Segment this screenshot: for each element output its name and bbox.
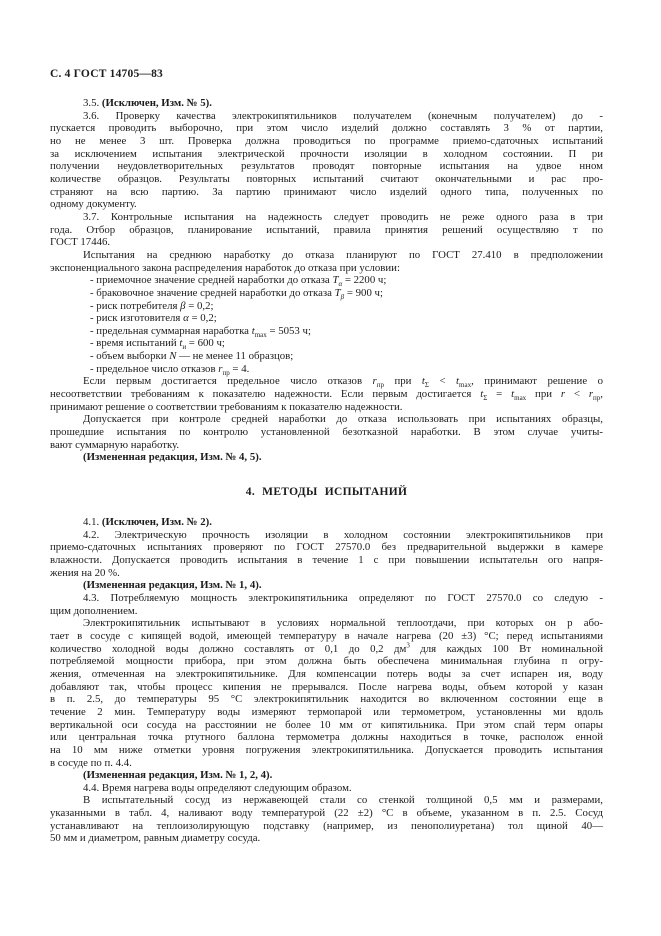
- text-run: = 4.: [229, 362, 250, 375]
- text-run: - браковочное значение средней наработки до отказа: [90, 286, 335, 299]
- text-run: - объем выборки: [90, 350, 170, 363]
- text-line: [50, 706, 603, 719]
- text-run: = 5053 ч;: [266, 324, 311, 337]
- text-line: [50, 655, 603, 668]
- text-run: экспоненциального закона распределения наработок до отказа при условии:: [50, 261, 400, 274]
- text-line: [50, 224, 603, 237]
- text-run: = 0,2;: [185, 299, 214, 312]
- text-run: T: [332, 274, 339, 287]
- document-body: [50, 97, 603, 845]
- text-line: [50, 274, 603, 287]
- text-run: max: [459, 381, 472, 390]
- text-run: t: [421, 375, 425, 388]
- text-run: - предельное число отказов: [90, 362, 219, 375]
- text-line: [50, 262, 603, 275]
- text-run: - время испытаний: [90, 337, 180, 350]
- text-run: β: [180, 299, 186, 312]
- text-run: 4.2. Электрическую прочность изоляции в холодном состоянии электрокипятильников при: [83, 528, 603, 541]
- text-run: 4.4. Время нагрева воды определяют следующим образом.: [83, 781, 352, 794]
- text-run: одному документу.: [50, 198, 137, 211]
- text-line: [50, 782, 603, 795]
- text-run: <: [428, 375, 457, 388]
- text-line: [50, 363, 603, 376]
- text-line: [50, 388, 603, 401]
- section-heading: [50, 486, 603, 499]
- text-line: [50, 820, 603, 833]
- text-line: [50, 719, 603, 732]
- text-line: [50, 236, 603, 249]
- text-run: - предельная суммарная наработка: [90, 324, 252, 337]
- text-run: при: [526, 388, 561, 401]
- text-line: [50, 337, 603, 350]
- text-run: щим дополнением.: [50, 604, 138, 617]
- text-line: [50, 579, 603, 592]
- text-run: β: [340, 293, 345, 301]
- text-line: [50, 160, 603, 173]
- text-run: пускается проводить выборочно, при этом число изделий должно составлять 3 % от партии,: [50, 122, 603, 135]
- text-run: потребляемой мощности прибора, при этом должна быть обеспечена минимальная глубина п огру-: [50, 655, 603, 668]
- text-line: [50, 198, 603, 211]
- text-line: [50, 668, 603, 681]
- text-run: = 2200 ч;: [342, 274, 387, 287]
- text-run: - риск изготовителя: [90, 312, 184, 325]
- text-run: в сосуде по п. 4.4.: [50, 756, 132, 769]
- text-line: [50, 807, 603, 820]
- text-line: [50, 605, 603, 618]
- text-run: 4.1.: [83, 516, 102, 529]
- text-run: года. Отбор образцов, планирование испытаний, правила принятия решений осуществляю т по: [50, 223, 603, 236]
- text-run: ,: [600, 388, 603, 401]
- text-run: жения на 20 %.: [50, 566, 120, 579]
- text-line: [50, 375, 603, 388]
- text-run: - приемочное значение средней наработки до отказа: [90, 274, 333, 287]
- page-header: С. 4 ГОСТ 14705—83: [50, 68, 163, 80]
- text-line: [50, 122, 603, 135]
- text-run: Электрокипятильник испытывают в условиях нормальной теплоотдачи, при которых он р або-: [83, 617, 603, 630]
- text-run: <: [565, 388, 589, 401]
- text-line: [50, 413, 603, 426]
- text-line: [50, 312, 603, 325]
- text-run: Если первым достигается предельное число отказов: [83, 375, 373, 388]
- text-run: страняют на всю партию. За партию принимают число изделий одного типа, полученных по: [50, 185, 603, 198]
- text-run: t: [480, 388, 484, 401]
- text-run: T: [334, 286, 341, 299]
- text-line: [50, 541, 603, 554]
- text-line: [50, 287, 603, 300]
- text-run: — не менее 11 образцов;: [176, 350, 294, 363]
- text-run: , принимают решение о: [471, 375, 603, 388]
- text-line: [50, 173, 603, 186]
- text-line: [50, 135, 603, 148]
- text-run: - риск потребителя: [90, 299, 181, 312]
- text-run: α: [338, 280, 343, 289]
- text-run: на 10 мм ниже отметки уровня погружения электрокипятильника. Допускается проводить испытания: [50, 743, 603, 756]
- text-run: добавляют так, чтобы процесс кипения не прерывался. После нагрева воды, объем которой у казан: [50, 680, 603, 693]
- text-line: [50, 148, 603, 161]
- text-run: при: [383, 375, 422, 388]
- text-line: [50, 529, 603, 542]
- text-run: =: [487, 388, 512, 401]
- text-line: [50, 832, 603, 845]
- text-line: [50, 97, 603, 110]
- text-run: max: [514, 394, 527, 403]
- text-run: пр: [376, 381, 384, 390]
- text-run: 4. МЕТОДЫ ИСПЫТАНИЙ: [245, 486, 408, 499]
- text-run: = 900 ч;: [344, 286, 383, 299]
- text-run: В испытательный сосуд из нержавеющей стали со стенкой толщиной 0,5 мм и размерами,: [83, 794, 603, 807]
- text-line: [50, 554, 603, 567]
- text-line: [50, 731, 603, 744]
- text-run: 4.3. Потребляемую мощность электрокипятильника определяют по ГОСТ 27570.0 со следую -: [83, 591, 603, 604]
- text-run: Испытания на среднюю наработку до отказа планируют по ГОСТ 27.410 в предположении: [83, 248, 603, 261]
- text-run: или центральная точка ртутного баллона термометра должны находиться в точке, располож енной: [50, 731, 603, 744]
- text-run: принимают решение о соответствии требованиям к показателю надежности.: [50, 400, 403, 413]
- text-run: N: [169, 350, 177, 363]
- text-line: [50, 300, 603, 313]
- text-line: [50, 350, 603, 363]
- text-run: вертикальной оси сосуда на расстоянии не более 10 мм от кипятильника. При этом спай терм опары: [50, 718, 603, 731]
- text-run: за исключением испытания электрической прочности изоляции в холодном состоянии. П ри: [50, 147, 603, 160]
- text-line: [50, 744, 603, 757]
- text-run: t: [511, 388, 515, 401]
- text-line: [50, 325, 603, 338]
- text-run: 50 мм и диаметром, равным диаметру сосуда.: [50, 832, 261, 845]
- text-line: [50, 693, 603, 706]
- text-run: 3: [406, 641, 410, 649]
- text-run: но не менее 3 шт. Проверка должна проводиться по программе приемо-сдаточных испытаний: [50, 134, 603, 147]
- text-column: [50, 68, 603, 845]
- text-run: r: [218, 362, 223, 375]
- text-line: [50, 592, 603, 605]
- text-line: [50, 630, 603, 643]
- text-line: [50, 681, 603, 694]
- text-line: [50, 567, 603, 580]
- text-run: = 0,2;: [188, 312, 217, 325]
- text-line: [50, 451, 603, 464]
- text-line: [50, 769, 603, 782]
- text-run: течение 2 мин. Температуру воды измеряют термопарой или термометром, установленны ми вдоль: [50, 705, 603, 718]
- text-run: = 600 ч;: [186, 337, 225, 350]
- text-run: r: [588, 388, 594, 401]
- text-run: (Измененная редакция, Изм. № 4, 5).: [83, 451, 262, 464]
- text-line: [50, 516, 603, 529]
- text-run: 3.7. Контрольные испытания на надежность следует проводить не реже одного раза в три: [83, 210, 603, 223]
- text-run: r: [560, 388, 566, 401]
- text-run: пр: [593, 394, 601, 403]
- text-line: [50, 186, 603, 199]
- text-run: r: [372, 375, 377, 388]
- text-run: 3.6. Проверку качества электрокипятильников получателем (конечным получателем) до -: [83, 109, 603, 122]
- text-line: [50, 643, 603, 656]
- text-run: (Исключен, Изм. № 2).: [101, 516, 212, 529]
- text-run: количество холодной воды должно составлять от 0,1 до 0,2 дм: [50, 642, 407, 655]
- text-run: Σ: [483, 394, 488, 403]
- text-line: [50, 401, 603, 414]
- text-run: тает в сосуде с кипящей водой, имеющей температуру в начале нагрева (20 ±3) °С; перед испытаниями: [50, 629, 603, 642]
- text-run: ГОСТ 17446.: [50, 236, 111, 249]
- text-line: [50, 426, 603, 439]
- text-line: [50, 794, 603, 807]
- text-run: влажности. Допускается проводить испытания в течение 1 с при повышении испытательн ого напря-: [50, 554, 603, 566]
- text-run: 3.5.: [83, 97, 102, 109]
- text-run: пр: [222, 368, 230, 377]
- text-run: max: [254, 330, 267, 339]
- text-line: [50, 249, 603, 262]
- text-run: (Измененная редакция, Изм. № 1, 4).: [83, 579, 262, 592]
- text-run: устанавливают на теплоизолирующую подставку (например, из пенополиуретана) тол щиной 40—: [50, 819, 603, 832]
- text-line: [50, 757, 603, 770]
- text-run: в п. 2.5, до температуры 95 °С электрокипятильник находится во включенном состоянии еще в: [50, 693, 603, 706]
- text-run: указанными в табл. 4, наливают воду температурой (22 ±2) °С в объеме, указанном в п. 2.5. Сосуд: [50, 807, 603, 820]
- text-run: (Исключен, Изм. № 5).: [101, 97, 212, 109]
- text-run: Допускается при контроле средней наработки до отказа использовать при испытаниях образцы,: [83, 413, 603, 426]
- text-run: вают суммарную наработку.: [50, 438, 180, 451]
- text-line: [50, 110, 603, 123]
- text-run: несоответствии требованиям к показателю надежности. Если первым достигается: [50, 388, 481, 401]
- text-line: [50, 211, 603, 224]
- text-run: t: [179, 337, 183, 350]
- text-line: [50, 617, 603, 630]
- text-run: t: [251, 324, 255, 337]
- text-run: получении неудовлетворительных результатов проводят повторные испытания на удвое нном: [50, 160, 603, 173]
- text-run: t: [456, 375, 460, 388]
- text-run: жения, отмеченная на электрокипятильнике. Для компенсации потерь воды за счет испарен ия, воду: [50, 667, 603, 680]
- text-run: приемо-сдаточных испытаниях проверяют по ГОСТ 27570.0 без предварительной выдержки в камере: [50, 541, 603, 554]
- text-run: для каждых 100 Вт номинальной: [409, 642, 604, 655]
- text-line: [50, 439, 603, 452]
- text-run: и: [182, 343, 187, 352]
- text-run: (Измененная редакция, Изм. № 1, 2, 4).: [83, 769, 273, 782]
- text-run: количестве образцов. Результаты повторных испытаний считают окончательными и рас про-: [50, 172, 603, 185]
- text-run: Σ: [424, 381, 429, 390]
- text-run: α: [183, 312, 189, 325]
- text-run: прошедшие испытания по контролю установленной безотказной наработки. В этом случае учиты-: [50, 426, 603, 439]
